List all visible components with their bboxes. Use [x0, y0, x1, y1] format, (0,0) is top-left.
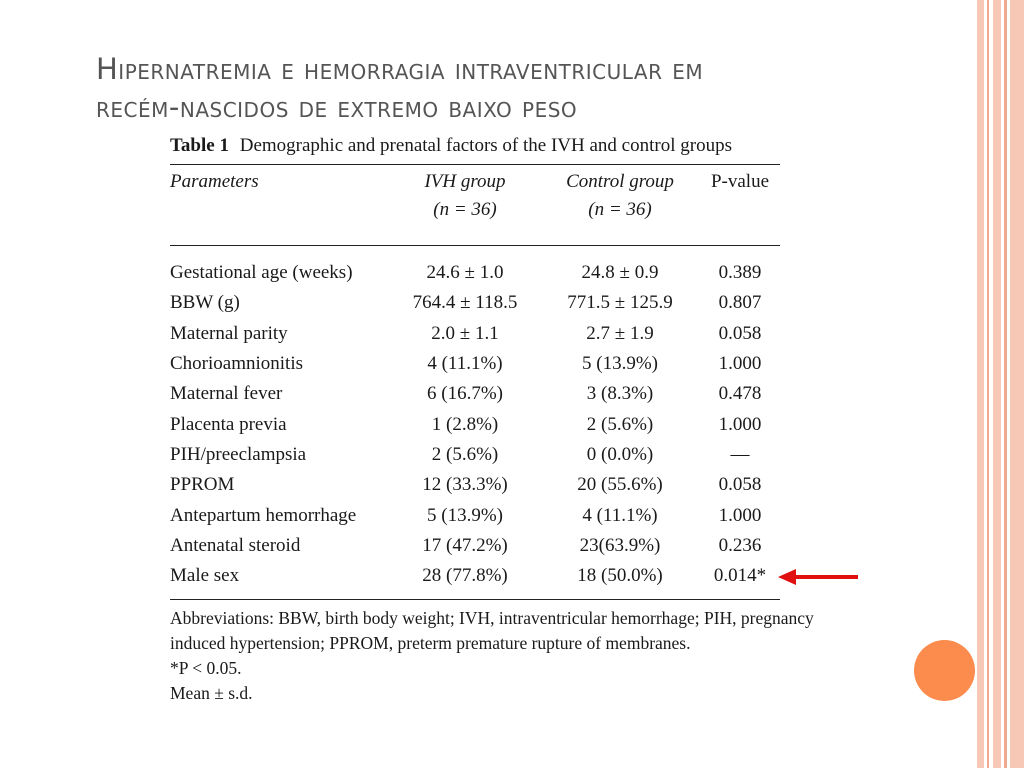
cell-param: Placenta previa	[170, 413, 287, 435]
cell-control: 4 (11.1%)	[582, 504, 658, 526]
header-control-label: Control group	[566, 171, 674, 192]
table-caption	[170, 130, 780, 164]
cell-control: 24.8 ± 0.9	[581, 262, 659, 284]
cell-ivh: 5 (13.9%)	[427, 504, 503, 526]
cell-p: 0.236	[718, 534, 762, 556]
header-pvalue: P-value	[710, 171, 770, 192]
table-notes	[170, 600, 814, 706]
slide-title-line1: Hipernatremia e hemorragia intraventricular em	[96, 52, 704, 86]
table-caption-label: Table 1	[170, 135, 229, 156]
cell-ivh: 1 (2.8%)	[431, 413, 499, 435]
cell-p: 1.000	[718, 353, 762, 375]
cell-param: Gestational age (weeks)	[170, 262, 353, 284]
table-row	[170, 319, 780, 349]
table-row	[170, 409, 780, 439]
cell-param: Chorioamnionitis	[170, 353, 303, 375]
cell-p: 0.058	[718, 322, 762, 344]
table-row	[170, 288, 780, 318]
table-body	[170, 246, 780, 599]
cell-control: 20 (55.6%)	[577, 474, 663, 496]
cell-param: Male sex	[170, 565, 240, 587]
cell-p: 0.478	[718, 383, 762, 405]
table-note: induced hypertension; PPROM, preterm premature rupture of membranes.	[170, 633, 691, 654]
table-row	[170, 258, 780, 288]
header-control	[540, 165, 700, 245]
header-ivh-n: (n = 36)	[433, 199, 497, 220]
cell-ivh: 764.4 ± 118.5	[412, 292, 518, 314]
table-caption-text: Demographic and prenatal factors of the IVH and control groups	[239, 135, 732, 156]
decor-stripe	[993, 0, 1001, 768]
table-row	[170, 561, 780, 591]
cell-p: —	[730, 443, 750, 465]
table-note: Mean ± s.d.	[170, 683, 253, 704]
slide-title	[96, 50, 896, 126]
cell-p: 0.389	[718, 262, 762, 284]
data-table	[170, 130, 814, 706]
header-ivh-label: IVH group	[424, 171, 506, 192]
cell-control: 2 (5.6%)	[586, 413, 654, 435]
cell-control: 5 (13.9%)	[582, 353, 658, 375]
cell-control: 18 (50.0%)	[577, 565, 663, 587]
slide-title-line2: recém-nascidos de extremo baixo peso	[96, 90, 578, 124]
cell-control: 771.5 ± 125.9	[567, 292, 673, 314]
table-note: Abbreviations: BBW, birth body weight; IVH, intraventricular hemorrhage; PIH, pregnancy	[170, 608, 814, 629]
cell-p: 1.000	[718, 504, 762, 526]
header-parameters: Parameters	[170, 171, 259, 192]
table-row	[170, 440, 780, 470]
table-row	[170, 500, 780, 530]
cell-param: PIH/preeclampsia	[170, 443, 307, 465]
table-row	[170, 470, 780, 500]
decor-stripe	[1010, 0, 1024, 768]
cell-param: PPROM	[170, 474, 235, 496]
cell-param: Maternal parity	[170, 322, 288, 344]
table-note: *P < 0.05.	[170, 658, 242, 679]
cell-ivh: 6 (16.7%)	[427, 383, 503, 405]
cell-ivh: 4 (11.1%)	[427, 353, 503, 375]
cell-control: 0 (0.0%)	[586, 443, 654, 465]
table-row	[170, 531, 780, 561]
cell-p: 0.058	[718, 474, 762, 496]
decor-stripe	[1004, 0, 1007, 768]
cell-ivh: 2 (5.6%)	[431, 443, 499, 465]
header-ivh	[390, 165, 540, 245]
header-control-n: (n = 36)	[588, 199, 652, 220]
cell-p: 0.014*	[713, 565, 767, 587]
cell-param: Maternal fever	[170, 383, 283, 405]
table-row	[170, 379, 780, 409]
cell-p: 1.000	[718, 413, 762, 435]
decor-stripe	[987, 0, 989, 768]
left-arrow-icon	[778, 567, 860, 587]
cell-control: 2.7 ± 1.9	[586, 322, 654, 344]
cell-ivh: 2.0 ± 1.1	[431, 322, 499, 344]
cell-param: Antepartum hemorrhage	[170, 504, 357, 526]
cell-param: BBW (g)	[170, 292, 240, 314]
decor-stripe	[977, 0, 984, 768]
cell-control: 3 (8.3%)	[586, 383, 654, 405]
cell-ivh: 24.6 ± 1.0	[426, 262, 504, 284]
cell-ivh: 28 (77.8%)	[422, 565, 508, 587]
cell-control: 23(63.9%)	[579, 534, 661, 556]
cell-ivh: 17 (47.2%)	[422, 534, 508, 556]
table-row	[170, 349, 780, 379]
cell-p: 0.807	[718, 292, 762, 314]
cell-param: Antenatal steroid	[170, 534, 301, 556]
table-header	[170, 165, 780, 245]
decor-circle	[914, 640, 975, 701]
cell-ivh: 12 (33.3%)	[422, 474, 508, 496]
